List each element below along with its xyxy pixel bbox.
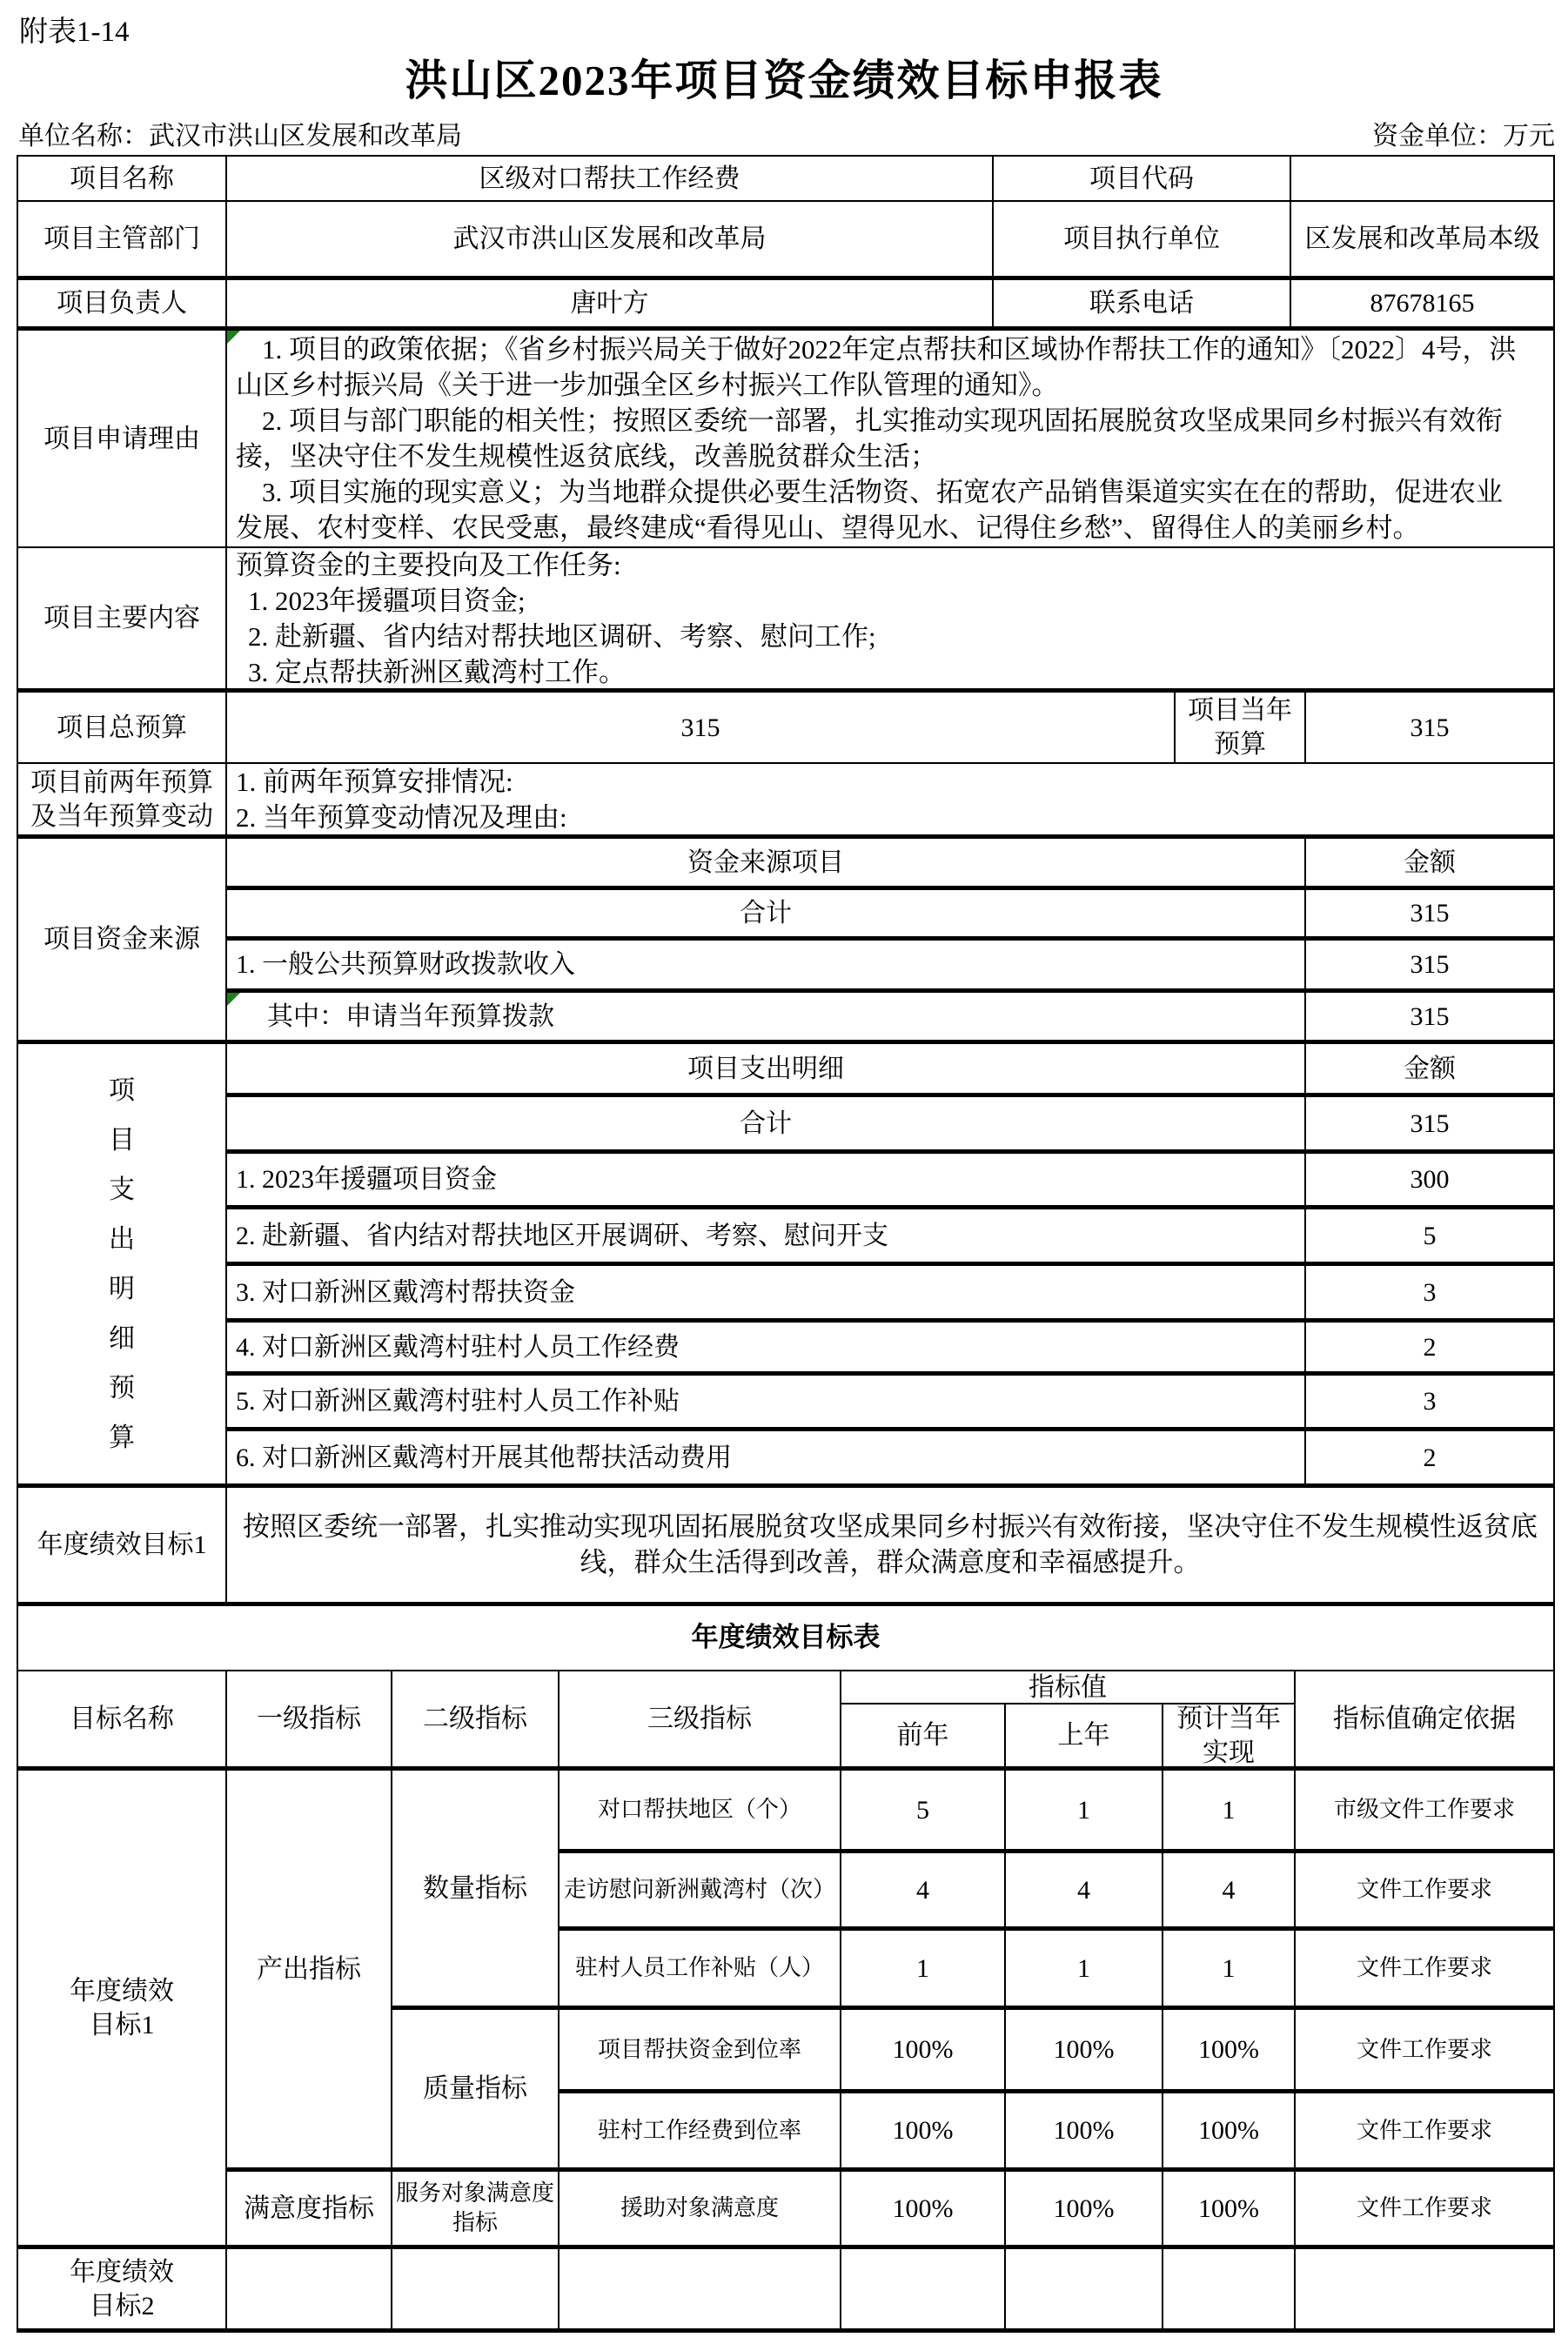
cell-exec-unit-value: 区发展和改革局本级 (1290, 202, 1553, 280)
col-header-current: 预计当年实现 (1162, 1704, 1294, 1771)
excel-flag-icon (227, 331, 240, 344)
goal1-label-text: 年度绩效目标1 (70, 1976, 174, 2039)
cell-basis: 市级文件工作要求 (1294, 1771, 1553, 1853)
cell-expense-amount: 5 (1304, 1209, 1553, 1266)
cell-total-budget-label: 项目总预算 (18, 693, 225, 764)
cell-empty (1004, 2249, 1162, 2328)
cell-value-prev2: 100% (840, 2010, 1004, 2093)
cell-level2-quality: 质量指标 (391, 2010, 558, 2172)
cell-main-content-label: 项目主要内容 (18, 548, 225, 693)
col-header-prev2: 前年 (840, 1704, 1004, 1771)
section-expense-detail (18, 1044, 1553, 1488)
section-goal-table-header (18, 1671, 1553, 1771)
apply-reason-item: 2. 项目与部门职能的相关性；按照区委统一部署，扎实推动实现巩固拓展脱贫攻坚成果同乡村振兴有效衔接，坚决守住不发生规模性返贫底线，改善脱贫群众生活； (236, 405, 1503, 472)
main-content-line: 1. 2023年援疆项目资金; (248, 585, 526, 616)
cell-dept-value: 武汉市洪山区发展和改革局 (225, 202, 992, 280)
cell-goal1-label (18, 1771, 225, 2249)
cell-indicator: 援助对象满意度 (558, 2172, 840, 2249)
main-content-line: 3. 定点帮扶新洲区戴湾村工作。 (248, 656, 626, 687)
section-goal-table-title (18, 1606, 1553, 1671)
page-title: 洪山区2023年项目资金绩效目标申报表 (405, 57, 1163, 104)
cell-expense-item-header: 项目支出明细 (225, 1044, 1304, 1097)
cell-indicator: 驻村工作经费到位率 (558, 2093, 840, 2172)
cell-project-name-value: 区级对口帮扶工作经费 (225, 157, 992, 202)
cell-expense-amount: 3 (1304, 1376, 1553, 1431)
col-header-goal-name: 目标名称 (18, 1671, 225, 1771)
cell-level1-output: 产出指标 (225, 1771, 391, 2172)
cell-value-current: 4 (1162, 1853, 1294, 1931)
cell-empty (558, 2249, 840, 2328)
cell-project-name-label: 项目名称 (18, 157, 225, 202)
cell-value-current: 100% (1162, 2093, 1294, 2172)
cell-level2-quantity: 数量指标 (391, 1771, 558, 2010)
cell-fund-source-amount: 315 (1304, 993, 1553, 1044)
cell-value-prev1: 4 (1004, 1853, 1162, 1931)
cell-total-budget-value: 315 (225, 693, 1174, 764)
section-apply-reason (18, 331, 1553, 548)
excel-flag-icon (227, 993, 240, 1006)
cell-value-prev1: 100% (1004, 2093, 1162, 2172)
cell-expense-detail-label (18, 1044, 225, 1488)
cell-annual-goal-text: 按照区委统一部署，扎实推动实现巩固拓展脱贫攻坚成果同乡村振兴有效衔接，坚决守住不发生规模性返贫底线，群众生活得到改善，群众满意度和幸福感提升。 (225, 1488, 1553, 1606)
cell-expense-amount: 3 (1304, 1266, 1553, 1323)
cell-fund-source-item-header: 资金来源项目 (225, 839, 1304, 890)
cell-leader-value: 唐叶方 (225, 280, 992, 331)
cell-value-prev2: 100% (840, 2093, 1004, 2172)
cell-basis: 文件工作要求 (1294, 1853, 1553, 1931)
cell-level1-satisfaction: 满意度指标 (225, 2172, 391, 2249)
cell-expense-item: 5. 对口新洲区戴湾村驻村人员工作补贴 (225, 1376, 1304, 1431)
cell-empty (225, 2249, 391, 2328)
cell-indicator: 项目帮扶资金到位率 (558, 2010, 840, 2093)
cell-goal-table-title: 年度绩效目标表 (18, 1606, 1553, 1671)
cell-prev-budget-label (18, 764, 225, 839)
cell-indicator: 驻村人员工作补贴（人） (558, 1931, 840, 2010)
col-header-value-group: 指标值 (840, 1671, 1294, 1704)
cell-value-prev2: 4 (840, 1853, 1004, 1931)
cell-expense-total-label: 合计 (225, 1097, 1304, 1154)
cell-value-current: 100% (1162, 2010, 1294, 2093)
cell-annual-goal-label: 年度绩效目标1 (18, 1488, 225, 1606)
col-header-level2: 二级指标 (391, 1671, 558, 1771)
cell-level2-service: 服务对象满意度指标 (391, 2172, 558, 2249)
cell-current-year-budget-value: 315 (1304, 693, 1553, 764)
cell-expense-item: 6. 对口新洲区戴湾村开展其他帮扶活动费用 (225, 1431, 1304, 1488)
cell-fund-source-total-label: 合计 (225, 890, 1304, 941)
cell-expense-item: 2. 赴新疆、省内结对帮扶地区开展调研、考察、慰问开支 (225, 1209, 1304, 1266)
cell-value-current: 1 (1162, 1771, 1294, 1853)
col-header-level3: 三级指标 (558, 1671, 840, 1771)
section-fund-source (18, 839, 1553, 1044)
cell-fund-source-total-amount: 315 (1304, 890, 1553, 941)
section-basic-info (18, 157, 1553, 331)
cell-fund-source-item (225, 993, 1304, 1044)
cell-expense-item: 1. 2023年援疆项目资金 (225, 1154, 1304, 1209)
expense-detail-label-text: 项目支出明细预算 (109, 1075, 135, 1452)
cell-dept-label: 项目主管部门 (18, 202, 225, 280)
section-prev-budget (18, 764, 1553, 839)
cell-fund-source-item: 1. 一般公共预算财政拨款收入 (225, 941, 1304, 993)
cell-phone-value: 87678165 (1290, 280, 1553, 331)
cell-indicator: 对口帮扶地区（个） (558, 1771, 840, 1853)
cell-fund-source-amount-header: 金额 (1304, 839, 1553, 890)
cell-current-year-budget-label: 项目当年预算 (1174, 693, 1304, 764)
cell-value-prev2: 100% (840, 2172, 1004, 2249)
declaration-table (17, 155, 1555, 2333)
cell-prev-budget-text (225, 764, 1553, 839)
cell-project-code-value (1290, 157, 1553, 202)
cell-basis: 文件工作要求 (1294, 2010, 1553, 2093)
section-goal-table-body (18, 1771, 1553, 2249)
prev-budget-line: 1. 前两年预算安排情况: (236, 766, 513, 797)
cell-expense-item: 4. 对口新洲区戴湾村驻村人员工作经费 (225, 1323, 1304, 1376)
cell-empty (1162, 2249, 1294, 2328)
cell-phone-label: 联系电话 (992, 280, 1290, 331)
cell-expense-amount: 2 (1304, 1323, 1553, 1376)
cell-expense-amount: 2 (1304, 1431, 1553, 1488)
main-content-line: 预算资金的主要投向及工作任务: (236, 549, 621, 580)
cell-exec-unit-label: 项目执行单位 (992, 202, 1290, 280)
cell-leader-label: 项目负责人 (18, 280, 225, 331)
apply-reason-item: 3. 项目实施的现实意义；为当地群众提供必要生活物资、拓宽农产品销售渠道实实在在的帮助，促进农业发展、农村变样、农民受惠，最终建成“看得见山、望得见水、记得住乡愁”、留得住人的美丽乡村。 (236, 477, 1503, 543)
cell-expense-amount: 300 (1304, 1154, 1553, 1209)
prev-budget-label-line: 及当年预算变动 (30, 801, 213, 831)
cell-indicator: 走访慰问新洲戴湾村（次） (558, 1853, 840, 1931)
cell-project-code-label: 项目代码 (992, 157, 1290, 202)
section-annual-goal (18, 1488, 1553, 1606)
cell-expense-amount-header: 金额 (1304, 1044, 1553, 1097)
cell-empty (1294, 2249, 1553, 2328)
cell-expense-total-amount: 315 (1304, 1097, 1553, 1154)
apply-reason-item: 1. 项目的政策依据；《省乡村振兴局关于做好2022年定点帮扶和区域协作帮扶工作的通知》〔2022〕4号，洪山区乡村振兴局《关于进一步加强全区乡村振兴工作队管理的通知》。 (236, 334, 1517, 400)
cell-value-prev2: 5 (840, 1771, 1004, 1853)
main-content-line: 2. 赴新疆、省内结对帮扶地区调研、考察、慰问工作; (248, 620, 876, 652)
cell-apply-reason-text (225, 331, 1553, 548)
cell-empty (391, 2249, 558, 2328)
cell-basis: 文件工作要求 (1294, 1931, 1553, 2010)
section-goal2-row (18, 2249, 1553, 2328)
unit-name: 单位名称：武汉市洪山区发展和改革局 (18, 122, 462, 151)
meta-row (18, 114, 1555, 152)
cell-main-content-text (225, 548, 1553, 693)
cell-value-current: 100% (1162, 2172, 1294, 2249)
cell-basis: 文件工作要求 (1294, 2172, 1553, 2249)
fund-source-item-text: 其中：申请当年预算拨款 (267, 1001, 554, 1031)
col-header-prev1: 上年 (1004, 1704, 1162, 1771)
cell-value-prev1: 1 (1004, 1931, 1162, 2010)
cell-value-current: 1 (1162, 1931, 1294, 2010)
cell-value-prev2: 1 (840, 1931, 1004, 2010)
cell-value-prev1: 100% (1004, 2010, 1162, 2093)
prev-budget-label-line: 项目前两年预算 (30, 767, 213, 797)
cell-fund-source-amount: 315 (1304, 941, 1553, 993)
goal2-label-text: 年度绩效目标2 (70, 2257, 174, 2321)
section-total-budget (18, 693, 1553, 764)
cell-expense-item: 3. 对口新洲区戴湾村帮扶资金 (225, 1266, 1304, 1323)
fund-unit: 资金单位：万元 (1372, 122, 1555, 151)
col-header-basis: 指标值确定依据 (1294, 1671, 1553, 1771)
cell-basis: 文件工作要求 (1294, 2093, 1553, 2172)
cell-empty (840, 2249, 1004, 2328)
section-main-content (18, 548, 1553, 693)
col-header-level1: 一级指标 (225, 1671, 391, 1771)
cell-value-prev1: 1 (1004, 1771, 1162, 1853)
cell-value-prev1: 100% (1004, 2172, 1162, 2249)
prev-budget-line: 2. 当年预算变动情况及理由: (236, 801, 567, 833)
cell-apply-reason-label: 项目申请理由 (18, 331, 225, 548)
cell-fund-source-label: 项目资金来源 (18, 839, 225, 1044)
cell-goal2-label (18, 2249, 225, 2328)
form-tag: 附表1-14 (19, 17, 130, 48)
